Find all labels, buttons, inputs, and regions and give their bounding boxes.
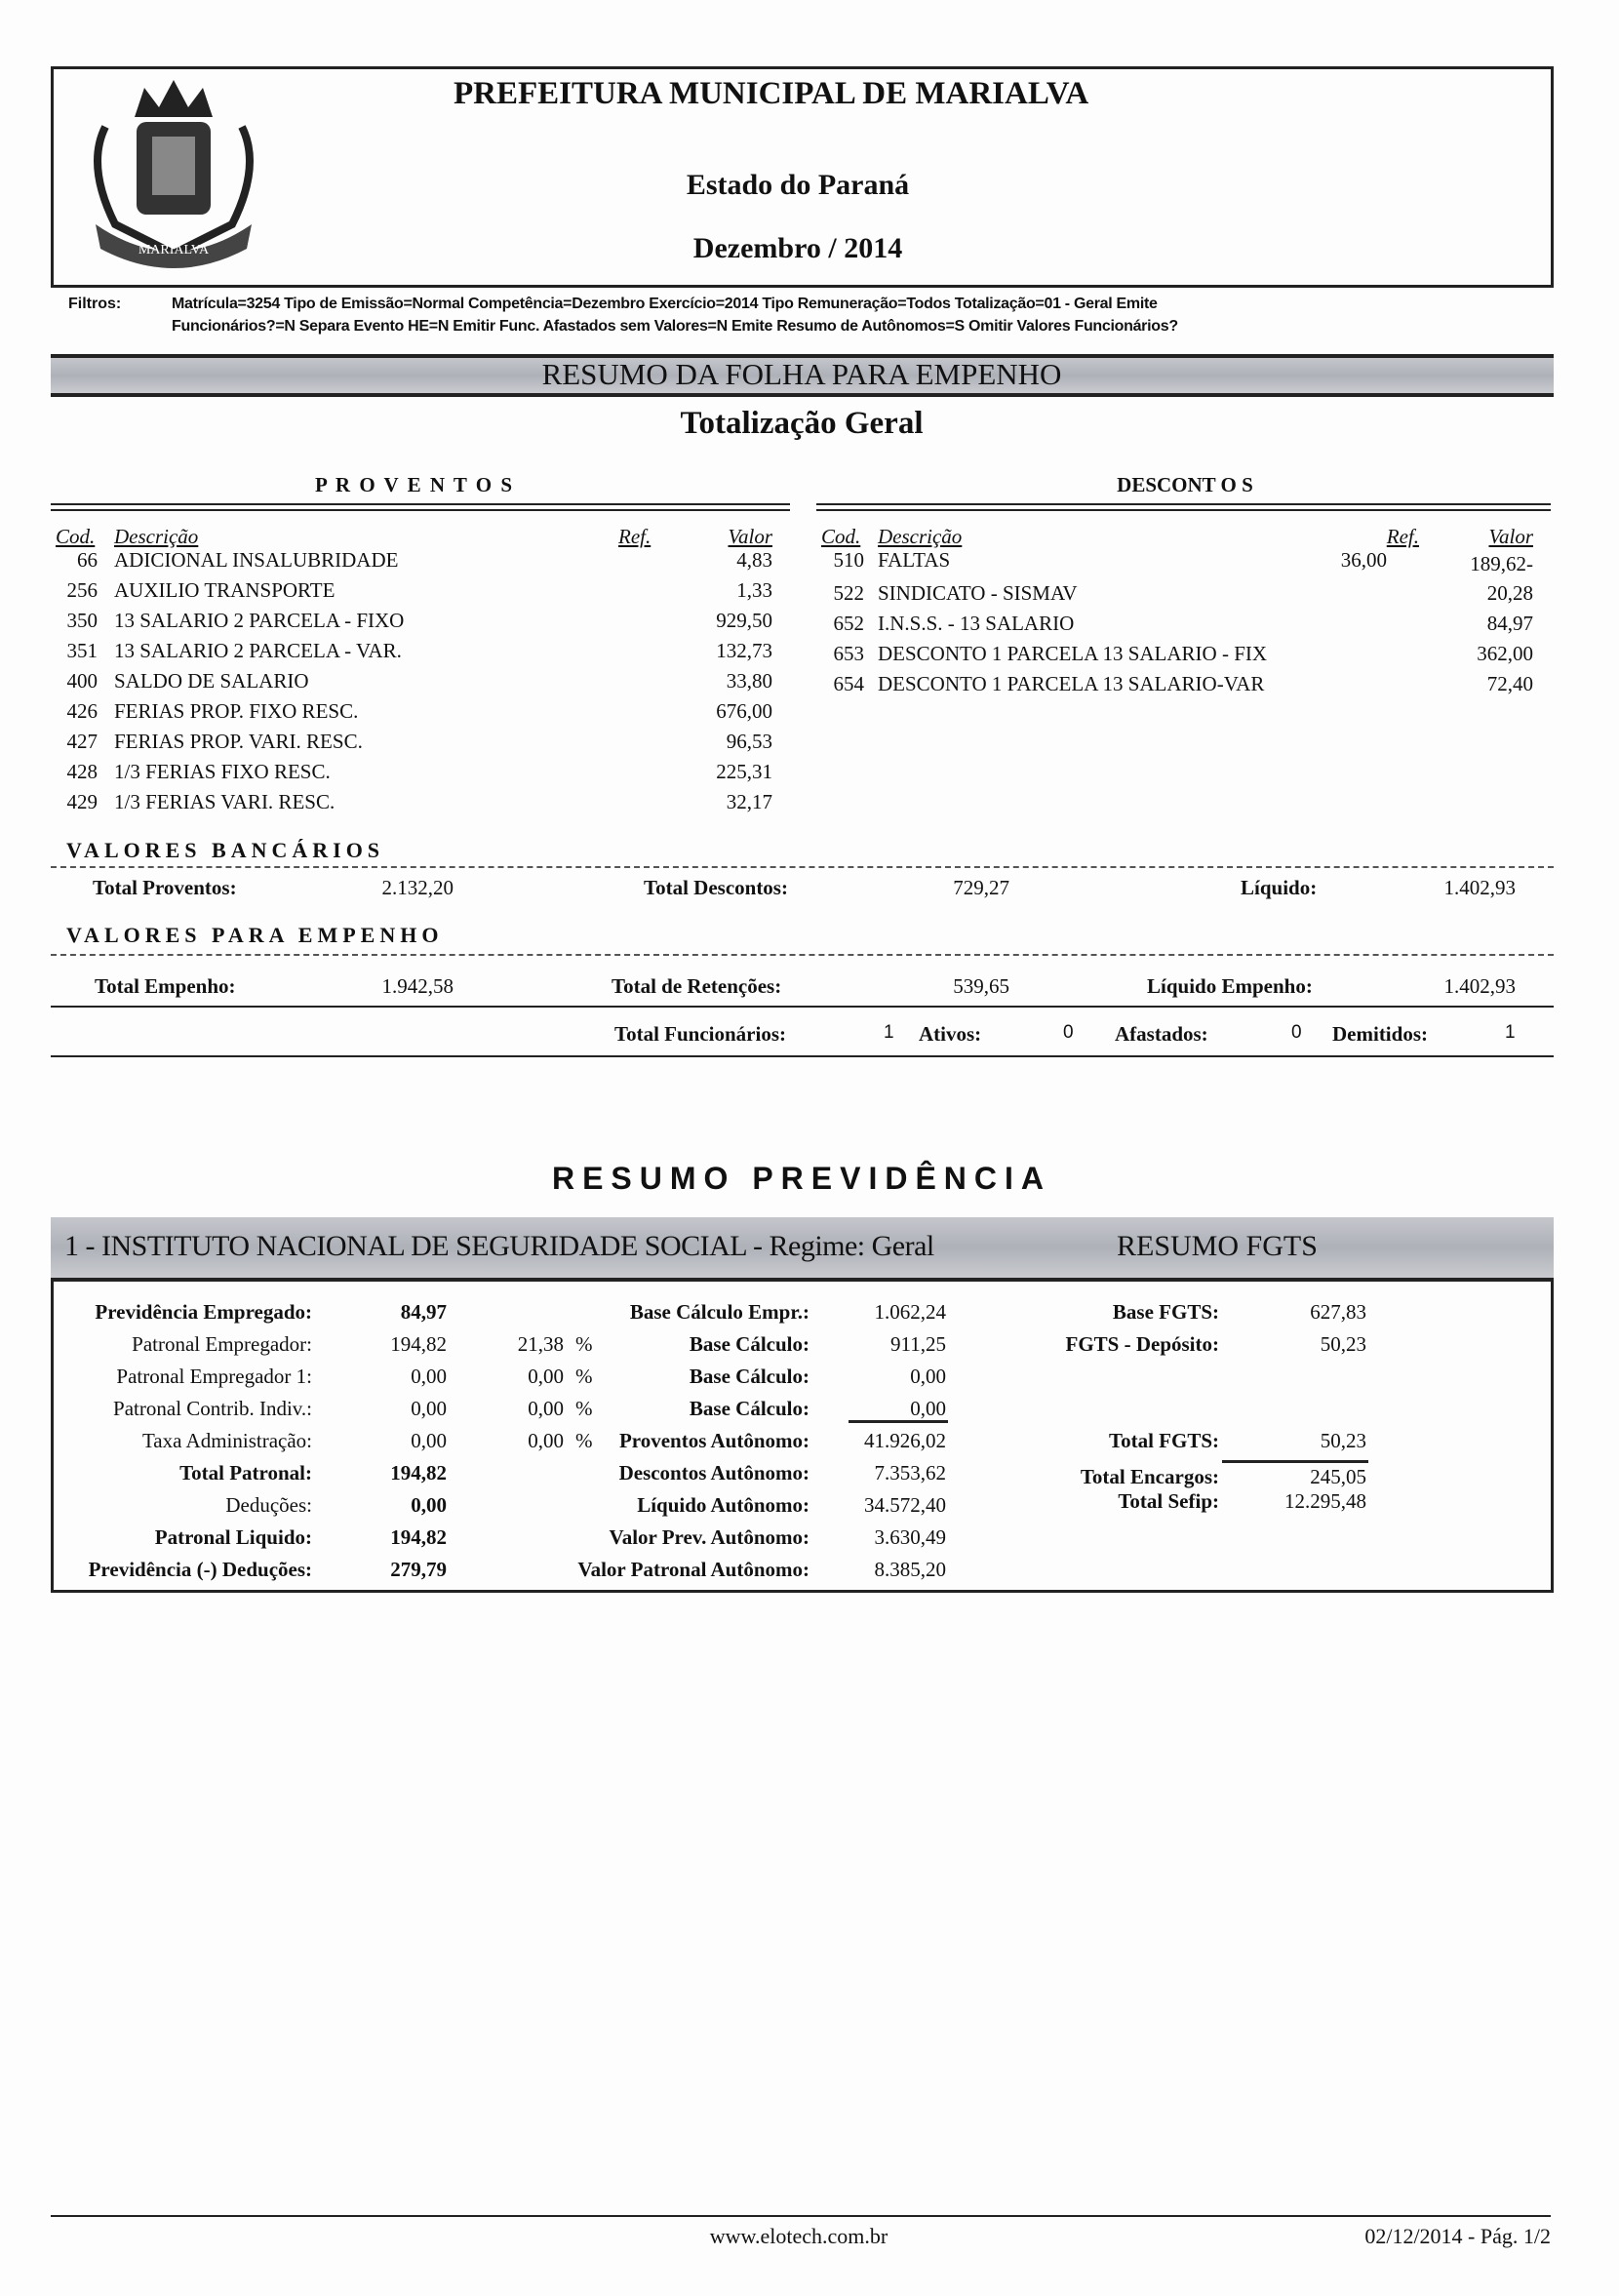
proventos-row-cod: 350 <box>66 609 98 632</box>
proventos-header-ref: Ref. <box>618 525 652 548</box>
proventos-row-valor: 676,00 <box>716 699 772 723</box>
prev-row-label2: Base Cálculo: <box>689 1397 810 1420</box>
prev-row-value2: 41.926,02 <box>864 1429 946 1452</box>
proventos-row-desc: SALDO DE SALARIO <box>114 669 309 693</box>
footer-date-page: 02/12/2014 - Pág. 1/2 <box>1364 2224 1551 2248</box>
descontos-row-cod: 510 <box>833 548 864 572</box>
proventos-row-valor: 4,83 <box>736 548 772 572</box>
prev-row-pct: 0,00 <box>528 1397 564 1420</box>
prev-row-value: 84,97 <box>400 1300 447 1324</box>
proventos-header-cod: Cod. <box>56 525 96 548</box>
proventos-row-cod: 429 <box>66 790 98 813</box>
descontos-row-valor: 72,40 <box>1486 672 1533 695</box>
proventos-row-cod: 256 <box>66 578 98 602</box>
fgts-title: RESUMO FGTS <box>1117 1230 1318 1262</box>
prev-row-label2: Valor Prev. Autônomo: <box>609 1525 810 1549</box>
prev-row-value2: 0,00 <box>910 1397 946 1420</box>
total-funcionarios-value: 1 <box>884 1022 894 1043</box>
total-proventos-label: Total Proventos: <box>93 876 237 899</box>
subtitle: Totalização Geral <box>680 406 924 441</box>
header-period: Dezembro / 2014 <box>692 232 903 264</box>
prev-row-label2: Líquido Autônomo: <box>637 1493 810 1517</box>
descontos-row-desc: FALTAS <box>878 548 951 572</box>
afastados-label: Afastados: <box>1115 1022 1208 1046</box>
descontos-row-cod: 522 <box>833 581 864 605</box>
fgts-row-value: 50,23 <box>1320 1429 1366 1452</box>
prev-row-value2: 34.572,40 <box>864 1493 946 1517</box>
prev-row-value: 0,00 <box>411 1493 447 1517</box>
fgts-row-label: FGTS - Depósito: <box>1065 1332 1219 1356</box>
prev-row-label2: Base Cálculo Empr.: <box>629 1300 810 1324</box>
total-funcionarios-label: Total Funcionários: <box>614 1022 786 1046</box>
proventos-row-cod: 66 <box>77 548 98 572</box>
prev-row-value2: 1.062,24 <box>874 1300 946 1324</box>
divider <box>51 1006 1554 1008</box>
proventos-row-desc: AUXILIO TRANSPORTE <box>114 578 336 602</box>
descontos-row-cod: 653 <box>833 642 864 665</box>
fgts-row-label: Total Encargos: <box>1080 1465 1219 1488</box>
proventos-header-valor: Valor <box>728 525 772 548</box>
prev-row-label: Total Patronal: <box>179 1461 312 1484</box>
fgts-row-label: Total Sefip: <box>1118 1489 1219 1513</box>
proventos-row-desc: ADICIONAL INSALUBRIDADE <box>114 548 399 572</box>
prev-row-pct: 21,38 <box>517 1332 564 1356</box>
prev-row-label2: Valor Patronal Autônomo: <box>577 1558 810 1581</box>
proventos-header-desc: Descrição <box>114 525 199 548</box>
descontos-row-desc: DESCONTO 1 PARCELA 13 SALARIO-VAR <box>878 672 1265 695</box>
proventos-row-desc: 1/3 FERIAS FIXO RESC. <box>114 760 331 783</box>
proventos-row-valor: 1,33 <box>736 578 772 602</box>
prev-row-label: Patronal Empregador 1: <box>116 1365 312 1388</box>
divider <box>51 1055 1554 1057</box>
fgts-row-label: Base FGTS: <box>1112 1300 1219 1324</box>
descontos-row-cod: 652 <box>833 612 864 635</box>
filters-label: Filtros: <box>68 296 122 312</box>
prev-row-value2: 8.385,20 <box>874 1558 946 1581</box>
prev-row-label: Patronal Contrib. Indiv.: <box>113 1397 312 1420</box>
descontos-row-desc: DESCONTO 1 PARCELA 13 SALARIO - FIX <box>878 642 1268 665</box>
proventos-row-cod: 427 <box>66 730 98 753</box>
coat-of-arms-logo <box>76 68 271 273</box>
liquido-value: 1.402,93 <box>1443 876 1516 899</box>
descontos-row-valor: 189,62- <box>1470 552 1533 575</box>
descontos-header-valor: Valor <box>1488 525 1533 548</box>
prev-row-pct-sign: % <box>575 1365 593 1388</box>
descontos-row-valor: 362,00 <box>1477 642 1533 665</box>
divider <box>816 503 1551 505</box>
prev-row-label: Previdência Empregado: <box>95 1300 312 1324</box>
prev-row-pct: 0,00 <box>528 1365 564 1388</box>
prev-row-value: 194,82 <box>390 1461 447 1484</box>
svg-text:MARIALVA: MARIALVA <box>138 243 210 257</box>
descontos-row-cod: 654 <box>833 672 864 695</box>
proventos-row-cod: 426 <box>66 699 98 723</box>
descontos-title: DESCONT O S <box>1117 473 1253 496</box>
prev-row-pct-sign: % <box>575 1332 593 1356</box>
prev-row-value: 194,82 <box>390 1525 447 1549</box>
proventos-row-desc: 1/3 FERIAS VARI. RESC. <box>114 790 336 813</box>
divider <box>1222 1460 1368 1463</box>
inss-title: 1 - INSTITUTO NACIONAL DE SEGURIDADE SOCIAL - Regime: Geral <box>64 1230 934 1262</box>
total-empenho-label: Total Empenho: <box>95 974 236 998</box>
proventos-row-valor: 225,31 <box>716 760 772 783</box>
prev-row-label: Deduções: <box>225 1493 312 1517</box>
afastados-value: 0 <box>1291 1022 1302 1043</box>
prev-row-value: 279,79 <box>390 1558 447 1581</box>
descontos-header-cod: Cod. <box>821 525 861 548</box>
liquido-empenho-value: 1.402,93 <box>1443 974 1516 998</box>
proventos-row-valor: 929,50 <box>716 609 772 632</box>
prev-row-value: 0,00 <box>411 1429 447 1452</box>
prev-row-value: 0,00 <box>411 1365 447 1388</box>
demitidos-value: 1 <box>1505 1022 1516 1043</box>
bancarios-title: VALORES BANCÁRIOS <box>66 838 385 862</box>
divider <box>816 509 1551 511</box>
prev-row-label2: Proventos Autônomo: <box>618 1429 810 1452</box>
proventos-row-desc: 13 SALARIO 2 PARCELA - FIXO <box>114 609 405 632</box>
prev-row-value2: 3.630,49 <box>874 1525 946 1549</box>
prev-row-label: Patronal Empregador: <box>132 1332 312 1356</box>
proventos-row-valor: 132,73 <box>716 639 772 662</box>
prev-row-label: Taxa Administração: <box>141 1429 312 1452</box>
prev-row-label2: Base Cálculo: <box>689 1365 810 1388</box>
banner-title: RESUMO DA FOLHA PARA EMPENHO <box>541 357 1062 391</box>
prev-row-value: 194,82 <box>390 1332 447 1356</box>
empenho-title: VALORES PARA EMPENHO <box>66 923 444 947</box>
descontos-row-desc: SINDICATO - SISMAV <box>878 581 1078 605</box>
divider <box>51 866 1554 868</box>
proventos-title: P R O V E N T O S <box>314 473 515 496</box>
header-state: Estado do Paraná <box>686 169 910 201</box>
descontos-header-desc: Descrição <box>878 525 963 548</box>
fgts-row-value: 12.295,48 <box>1284 1489 1366 1513</box>
total-proventos-value: 2.132,20 <box>381 876 454 899</box>
proventos-row-valor: 32,17 <box>726 790 772 813</box>
total-empenho-value: 1.942,58 <box>381 974 454 998</box>
divider <box>51 954 1554 956</box>
prev-row-value2: 7.353,62 <box>874 1461 946 1484</box>
prev-row-label: Previdência (-) Deduções: <box>88 1558 312 1581</box>
total-descontos-label: Total Descontos: <box>644 876 788 899</box>
divider <box>51 509 790 511</box>
proventos-row-valor: 96,53 <box>726 730 772 753</box>
proventos-row-valor: 33,80 <box>726 669 772 693</box>
filters-line-1: Matrícula=3254 Tipo de Emissão=Normal Competência=Dezembro Exercício=2014 Tipo Remuneração=Todos Totalização=01 - Geral Emite <box>172 296 1158 312</box>
fgts-row-value: 245,05 <box>1310 1465 1366 1488</box>
prev-row-pct: 0,00 <box>528 1429 564 1452</box>
descontos-row-ref: 36,00 <box>1340 548 1387 572</box>
fgts-row-label: Total FGTS: <box>1109 1429 1219 1452</box>
retencoes-label: Total de Retenções: <box>612 974 782 998</box>
proventos-row-desc: 13 SALARIO 2 PARCELA - VAR. <box>114 639 402 662</box>
proventos-row-cod: 400 <box>66 669 98 693</box>
descontos-row-valor: 20,28 <box>1486 581 1533 605</box>
liquido-label: Líquido: <box>1241 876 1318 899</box>
prev-row-value: 0,00 <box>411 1397 447 1420</box>
header-title: PREFEITURA MUNICIPAL DE MARIALVA <box>454 76 1089 111</box>
prev-row-label: Patronal Liquido: <box>154 1525 312 1549</box>
divider <box>51 503 790 505</box>
proventos-row-desc: FERIAS PROP. VARI. RESC. <box>114 730 363 753</box>
prev-row-label2: Descontos Autônomo: <box>618 1461 810 1484</box>
total-descontos-value: 729,27 <box>953 876 1009 899</box>
proventos-row-desc: FERIAS PROP. FIXO RESC. <box>114 699 359 723</box>
prev-row-pct-sign: % <box>575 1429 593 1452</box>
fgts-row-value: 627,83 <box>1310 1300 1366 1324</box>
ativos-value: 0 <box>1063 1022 1074 1043</box>
footer-divider <box>51 2215 1551 2217</box>
proventos-row-cod: 428 <box>66 760 98 783</box>
descontos-row-desc: I.N.S.S. - 13 SALARIO <box>878 612 1075 635</box>
prev-row-pct-sign: % <box>575 1397 593 1420</box>
prev-row-label2: Base Cálculo: <box>689 1332 810 1356</box>
retencoes-value: 539,65 <box>953 974 1009 998</box>
filters-line-2: Funcionários?=N Separa Evento HE=N Emitir Func. Afastados sem Valores=N Emite Resumo de Autônomos=S Omitir Valores Funcionários? <box>172 318 1178 335</box>
ativos-label: Ativos: <box>919 1022 982 1046</box>
demitidos-label: Demitidos: <box>1332 1022 1428 1046</box>
previdencia-title: RESUMO PREVIDÊNCIA <box>551 1161 1052 1196</box>
descontos-header-ref: Ref. <box>1386 525 1419 548</box>
prev-row-value2: 0,00 <box>910 1365 946 1388</box>
footer-website[interactable]: www.elotech.com.br <box>709 2224 888 2248</box>
prev-row-value2: 911,25 <box>890 1332 946 1356</box>
proventos-row-cod: 351 <box>66 639 98 662</box>
liquido-empenho-label: Líquido Empenho: <box>1147 974 1313 998</box>
descontos-row-valor: 84,97 <box>1486 612 1533 635</box>
fgts-row-value: 50,23 <box>1320 1332 1366 1356</box>
